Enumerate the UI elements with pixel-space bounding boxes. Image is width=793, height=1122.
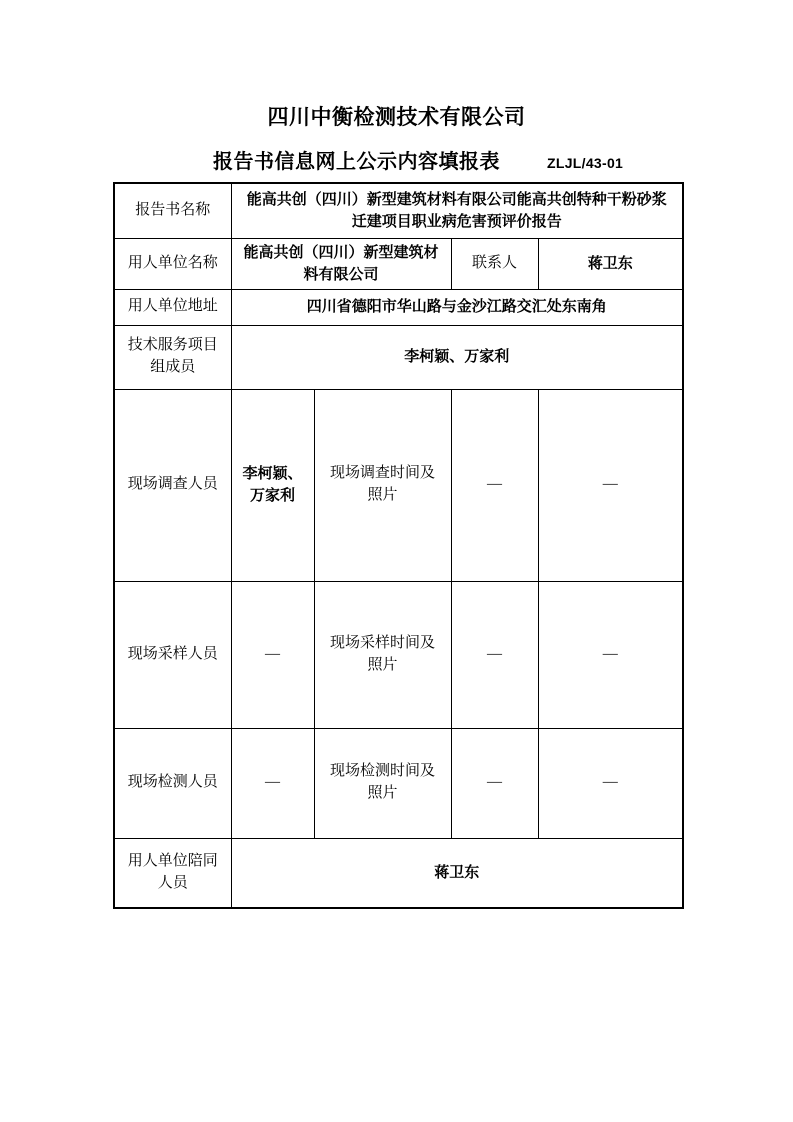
project-team-value-cell bbox=[231, 325, 683, 389]
table-row-site-sampling bbox=[114, 581, 683, 728]
site-survey-time-value-cell bbox=[451, 389, 538, 581]
site-testing-personnel-cell bbox=[231, 728, 314, 838]
employer-name-label-cell bbox=[114, 238, 231, 289]
table-row-project-team bbox=[114, 325, 683, 389]
form-subtitle-row bbox=[213, 145, 623, 174]
site-sampling-label: 现场采样人员 bbox=[127, 645, 218, 662]
site-survey-label: 现场调查人员 bbox=[127, 476, 218, 493]
site-sampling-time-value-cell bbox=[451, 581, 538, 728]
employer-name-value-cell bbox=[231, 238, 451, 289]
project-team-value: 李柯颖、万家利 bbox=[404, 348, 510, 366]
site-survey-time-label: 现场调查时间及照片 bbox=[329, 465, 435, 503]
site-survey-extra-cell bbox=[538, 389, 683, 581]
site-testing-time-value-cell bbox=[451, 728, 538, 838]
employer-address-value: 四川省德阳市华山路与金沙江路交汇处东南角 bbox=[306, 298, 607, 316]
site-survey-extra-value: — bbox=[602, 476, 618, 493]
site-testing-label: 现场检测人员 bbox=[127, 774, 218, 791]
site-sampling-time-label-cell bbox=[314, 581, 451, 728]
site-survey-label-cell bbox=[114, 389, 231, 581]
form-code: ZLJL/43-01 bbox=[547, 155, 624, 171]
table-row-employer-address bbox=[114, 289, 683, 325]
site-survey-personnel: 李柯颖、万家利 bbox=[242, 465, 303, 504]
site-testing-time-label-cell bbox=[314, 728, 451, 838]
employer-escort-label-cell bbox=[114, 838, 231, 908]
employer-escort-label: 用人单位陪同人员 bbox=[127, 853, 218, 891]
site-sampling-personnel: — bbox=[265, 645, 280, 662]
site-testing-time-value: — bbox=[487, 774, 502, 791]
site-sampling-extra-value: — bbox=[602, 645, 618, 662]
site-sampling-time-label: 现场采样时间及照片 bbox=[329, 634, 435, 673]
contact-value-cell bbox=[538, 238, 683, 289]
site-survey-time-label-cell bbox=[314, 389, 451, 581]
employer-address-label: 用人单位地址 bbox=[127, 298, 218, 315]
site-testing-time-label: 现场检测时间及照片 bbox=[329, 763, 435, 801]
site-survey-time-value: — bbox=[487, 476, 502, 493]
table-row-report-name bbox=[114, 183, 683, 238]
employer-address-value-cell bbox=[231, 289, 683, 325]
project-team-label: 技术服务项目组成员 bbox=[127, 337, 218, 375]
report-name-label: 报告书名称 bbox=[135, 201, 211, 218]
report-info-table bbox=[113, 182, 684, 909]
site-testing-personnel: — bbox=[265, 774, 280, 791]
employer-name-label: 用人单位名称 bbox=[127, 254, 218, 271]
table-row-site-testing bbox=[114, 728, 683, 838]
site-sampling-time-value: — bbox=[487, 645, 502, 662]
table-row-site-survey bbox=[114, 389, 683, 581]
site-testing-extra-value: — bbox=[602, 774, 618, 791]
site-sampling-label-cell bbox=[114, 581, 231, 728]
employer-escort-value: 蒋卫东 bbox=[434, 863, 480, 881]
report-name-value-cell bbox=[231, 183, 683, 238]
site-survey-personnel-cell bbox=[231, 389, 314, 581]
site-sampling-extra-cell bbox=[538, 581, 683, 728]
employer-address-label-cell bbox=[114, 289, 231, 325]
page-title: 四川中衡检测技术有限公司 bbox=[267, 106, 526, 129]
contact-label-cell bbox=[451, 238, 538, 289]
table-row-employer-escort bbox=[114, 838, 683, 908]
report-name-value: 能高共创（四川）新型建筑材料有限公司能高共创特种干粉砂浆迁建项目职业病危害预评价报告 bbox=[246, 191, 667, 230]
site-testing-extra-cell bbox=[538, 728, 683, 838]
employer-escort-value-cell bbox=[231, 838, 683, 908]
project-team-label-cell bbox=[114, 325, 231, 389]
site-testing-label-cell bbox=[114, 728, 231, 838]
table-row-employer-name bbox=[114, 238, 683, 289]
employer-name-value: 能高共创（四川）新型建筑材料有限公司 bbox=[243, 243, 439, 283]
report-name-label-cell bbox=[114, 183, 231, 238]
contact-value: 蒋卫东 bbox=[587, 254, 633, 272]
form-subtitle: 报告书信息网上公示内容填报表 bbox=[213, 151, 500, 173]
site-sampling-personnel-cell bbox=[231, 581, 314, 728]
contact-label: 联系人 bbox=[471, 254, 517, 271]
